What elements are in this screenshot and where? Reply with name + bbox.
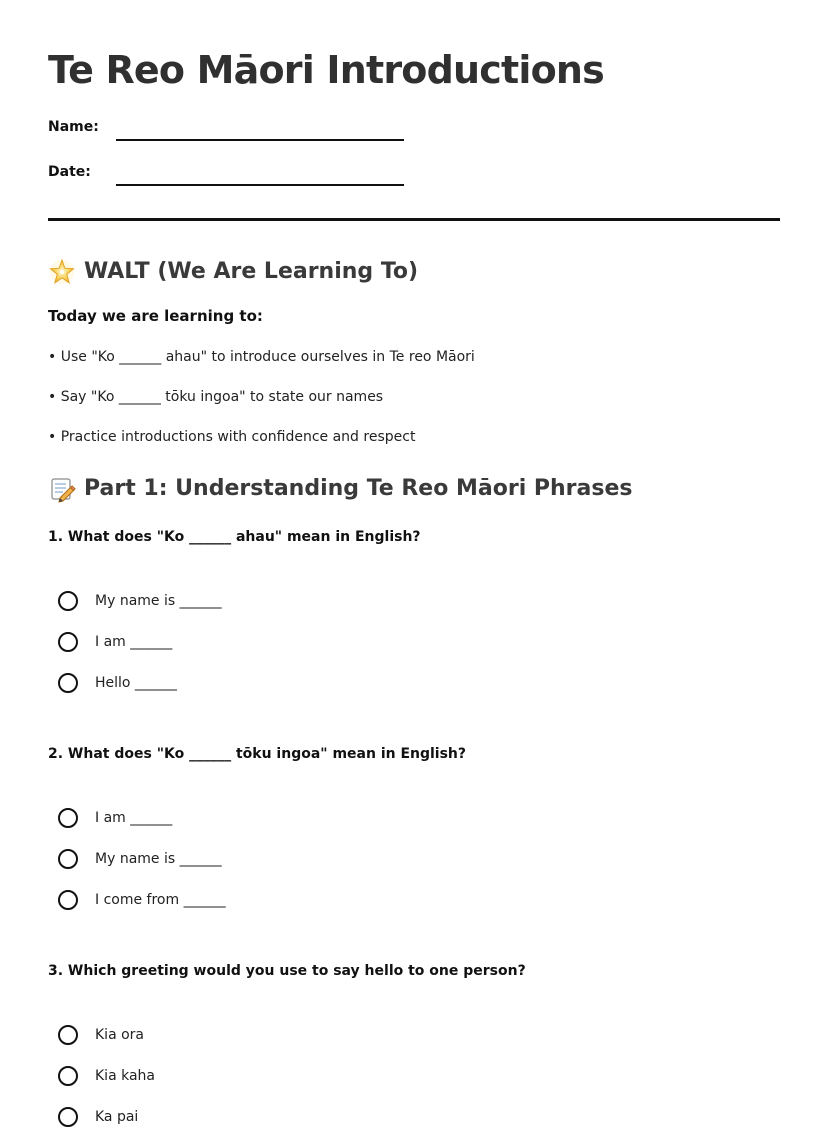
- option-label: Hello ______: [95, 675, 177, 691]
- name-field[interactable]: [48, 114, 408, 142]
- name-write-line[interactable]: [116, 139, 404, 141]
- section-divider: [48, 218, 780, 221]
- q1-option-2[interactable]: [58, 632, 478, 656]
- q3-option-2[interactable]: [58, 1066, 478, 1090]
- q3-option-3[interactable]: [58, 1107, 478, 1131]
- date-write-line[interactable]: [116, 184, 404, 186]
- option-label: I am ______: [95, 810, 173, 826]
- walt-subheading: Today we are learning to:: [48, 307, 263, 325]
- date-label: Date:: [48, 164, 91, 180]
- option-label: My name is ______: [95, 593, 222, 609]
- option-label: My name is ______: [95, 851, 222, 867]
- walt-heading: [48, 258, 418, 286]
- option-label: Kia ora: [95, 1027, 144, 1043]
- sparkle-star-icon: [48, 258, 76, 286]
- walt-heading-text: WALT (We Are Learning To): [84, 259, 419, 284]
- memo-pencil-icon: [48, 475, 76, 503]
- q2-option-2[interactable]: [58, 849, 478, 873]
- question-1-text: 1. What does "Ko ______ ahau" mean in English?: [48, 529, 421, 545]
- name-label: Name:: [48, 119, 99, 135]
- radio-button[interactable]: [58, 808, 78, 828]
- q2-option-1[interactable]: [58, 808, 478, 832]
- q1-option-3[interactable]: [58, 673, 478, 697]
- date-field[interactable]: [48, 159, 408, 187]
- part1-heading: [48, 475, 633, 503]
- radio-button[interactable]: [58, 591, 78, 611]
- option-label: Ka pai: [95, 1109, 139, 1125]
- q1-option-1[interactable]: [58, 591, 478, 615]
- radio-button[interactable]: [58, 632, 78, 652]
- part1-heading-text: Part 1: Understanding Te Reo Māori Phrases: [84, 476, 633, 501]
- option-label: I come from ______: [95, 892, 226, 908]
- walt-bullet-3: • Practice introductions with confidence and respect: [48, 429, 416, 445]
- radio-button[interactable]: [58, 890, 78, 910]
- option-label: I am ______: [95, 634, 173, 650]
- radio-button[interactable]: [58, 1066, 78, 1086]
- question-2-text: 2. What does "Ko ______ tōku ingoa" mean in English?: [48, 746, 467, 762]
- walt-bullet-2: • Say "Ko ______ tōku ingoa" to state our names: [48, 389, 384, 405]
- question-3-text: 3. Which greeting would you use to say hello to one person?: [48, 963, 526, 979]
- radio-button[interactable]: [58, 849, 78, 869]
- q3-option-1[interactable]: [58, 1025, 478, 1049]
- radio-button[interactable]: [58, 1107, 78, 1127]
- option-label: Kia kaha: [95, 1068, 155, 1084]
- radio-button[interactable]: [58, 1025, 78, 1045]
- walt-bullet-1: • Use "Ko ______ ahau" to introduce ourselves in Te reo Māori: [48, 349, 475, 365]
- q2-option-3[interactable]: [58, 890, 478, 914]
- page-title: Te Reo Māori Introductions: [48, 48, 604, 92]
- radio-button[interactable]: [58, 673, 78, 693]
